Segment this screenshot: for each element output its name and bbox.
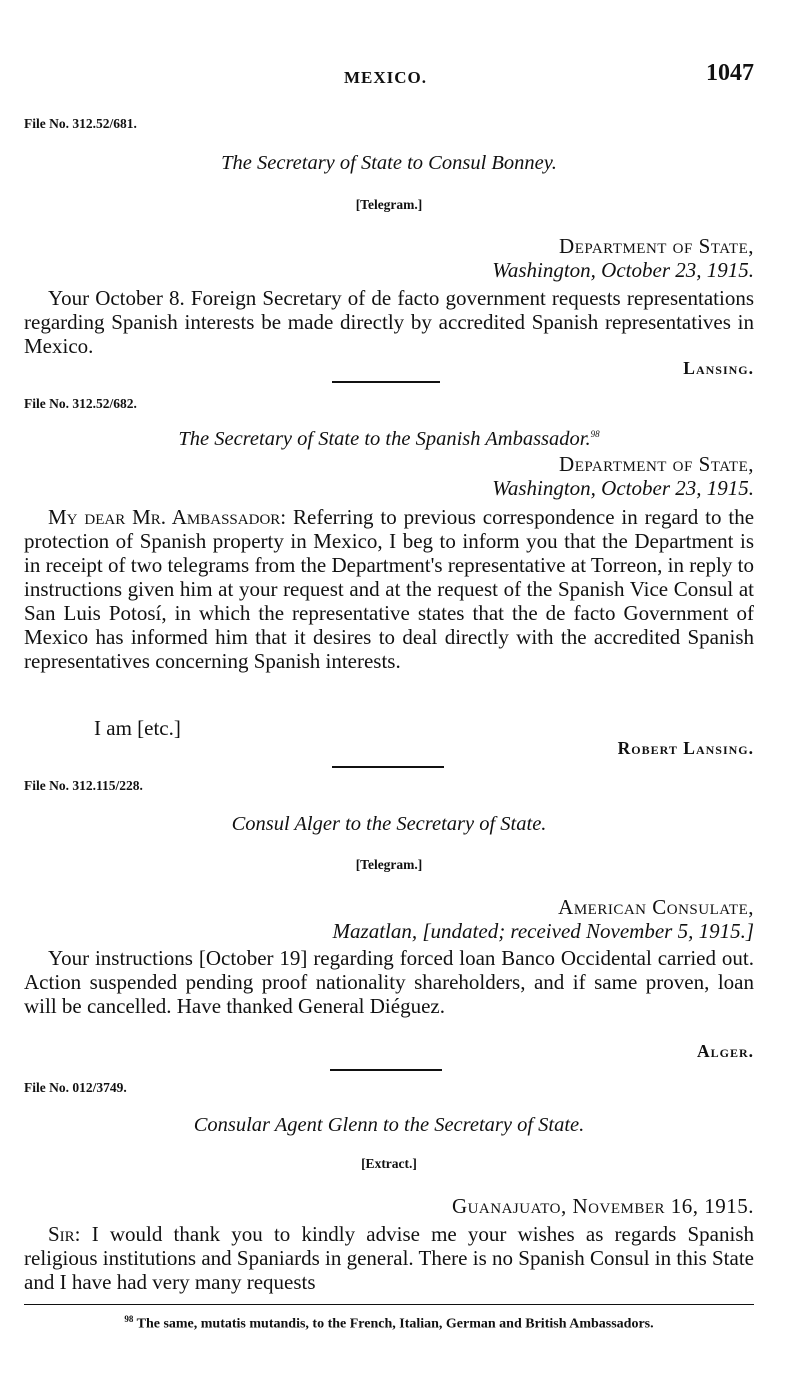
footnote-text: The same, mutatis mutandis, to the French, Italian, German and British Ambassadors.: [136, 1316, 654, 1332]
salutation: My dear Mr. Ambassador:: [48, 505, 287, 529]
place-line: American Consulate,: [558, 895, 754, 919]
document-title: Consular Agent Glenn to the Secretary of State.: [193, 1114, 585, 1136]
body-paragraph: Your October 8. Foreign Secretary of de facto government requests representations regarding Spanish interests be made directly by accredited Spanish representatives in Mexico.: [24, 286, 754, 358]
body-text: I would thank you to kindly advise me your wishes as regards Spanish religious institutions and Spaniards in general. There is no Spanish Consul in this State and I have had very many requests: [24, 1222, 755, 1294]
body-paragraph: [24, 505, 754, 673]
document-body: [24, 946, 754, 1018]
signature: Robert Lansing.: [617, 738, 754, 758]
document-body: [24, 286, 754, 358]
document-body: [24, 505, 754, 673]
section-divider: [332, 766, 444, 768]
running-head: MEXICO.: [344, 68, 428, 87]
footnote-marker: 98: [124, 1314, 134, 1324]
document-body: [24, 1222, 754, 1294]
footnote-divider: [24, 1304, 754, 1305]
document-title: [24, 428, 754, 451]
place-date: [24, 452, 754, 500]
file-number: File No. 312.115/228.: [24, 778, 143, 793]
closing: I am [etc.]: [94, 716, 181, 740]
file-number: File No. 312.52/681.: [24, 116, 137, 131]
page-header: [24, 60, 754, 90]
signature: Lansing.: [683, 358, 754, 378]
page-number: 1047: [706, 60, 754, 86]
place-line: Department of State,: [559, 452, 754, 476]
document-note: [Telegram.]: [355, 857, 423, 872]
file-number: File No. 312.52/682.: [24, 396, 137, 411]
date-line: Washington, October 23, 1915.: [492, 258, 754, 282]
file-number: File No. 012/3749.: [24, 1080, 127, 1095]
section-divider: [330, 1069, 442, 1071]
title-text: The Secretary of State to the Spanish Ambassador.: [178, 428, 591, 450]
document-title: The Secretary of State to Consul Bonney.: [221, 152, 557, 174]
place-date: [24, 234, 754, 282]
document-note: [Extract.]: [361, 1156, 417, 1171]
document-note: [Telegram.]: [355, 197, 423, 212]
place-date: [24, 1194, 754, 1218]
footnote: [24, 1314, 754, 1333]
document-title: Consul Alger to the Secretary of State.: [231, 813, 547, 835]
body-paragraph: [24, 1222, 754, 1294]
section-divider: [332, 381, 440, 383]
date-line: Mazatlan, [undated; received November 5, 1915.]: [332, 919, 754, 943]
body-paragraph: Your instructions [October 19] regarding forced loan Banco Occidental carried out. Action suspended pending proof nationality shareholders, and if same proven, loan will be cancelled. Have thanked General Diéguez.: [24, 946, 754, 1018]
body-text: Referring to previous correspondence in regard to the protection of Spanish property in Mexico, I beg to inform you that the Department is in receipt of two telegrams from the Department's representative at Torreon, in reply to instructions given him at your request and at the request of the Spanish Vice Consul at San Luis Potosí, in which the representative states that the de facto Government of Mexico has informed him that it desires to deal directly with the accredited Spanish representatives concerning Spanish interests.: [24, 505, 755, 673]
place-line: Guanajuato, November 16, 1915.: [451, 1194, 754, 1218]
salutation: Sir:: [48, 1222, 81, 1246]
place-line: Department of State,: [559, 234, 754, 258]
date-line: Washington, October 23, 1915.: [492, 476, 754, 500]
footnote-reference: 98: [590, 429, 600, 440]
place-date: [24, 895, 754, 943]
signature: Alger.: [696, 1041, 754, 1061]
